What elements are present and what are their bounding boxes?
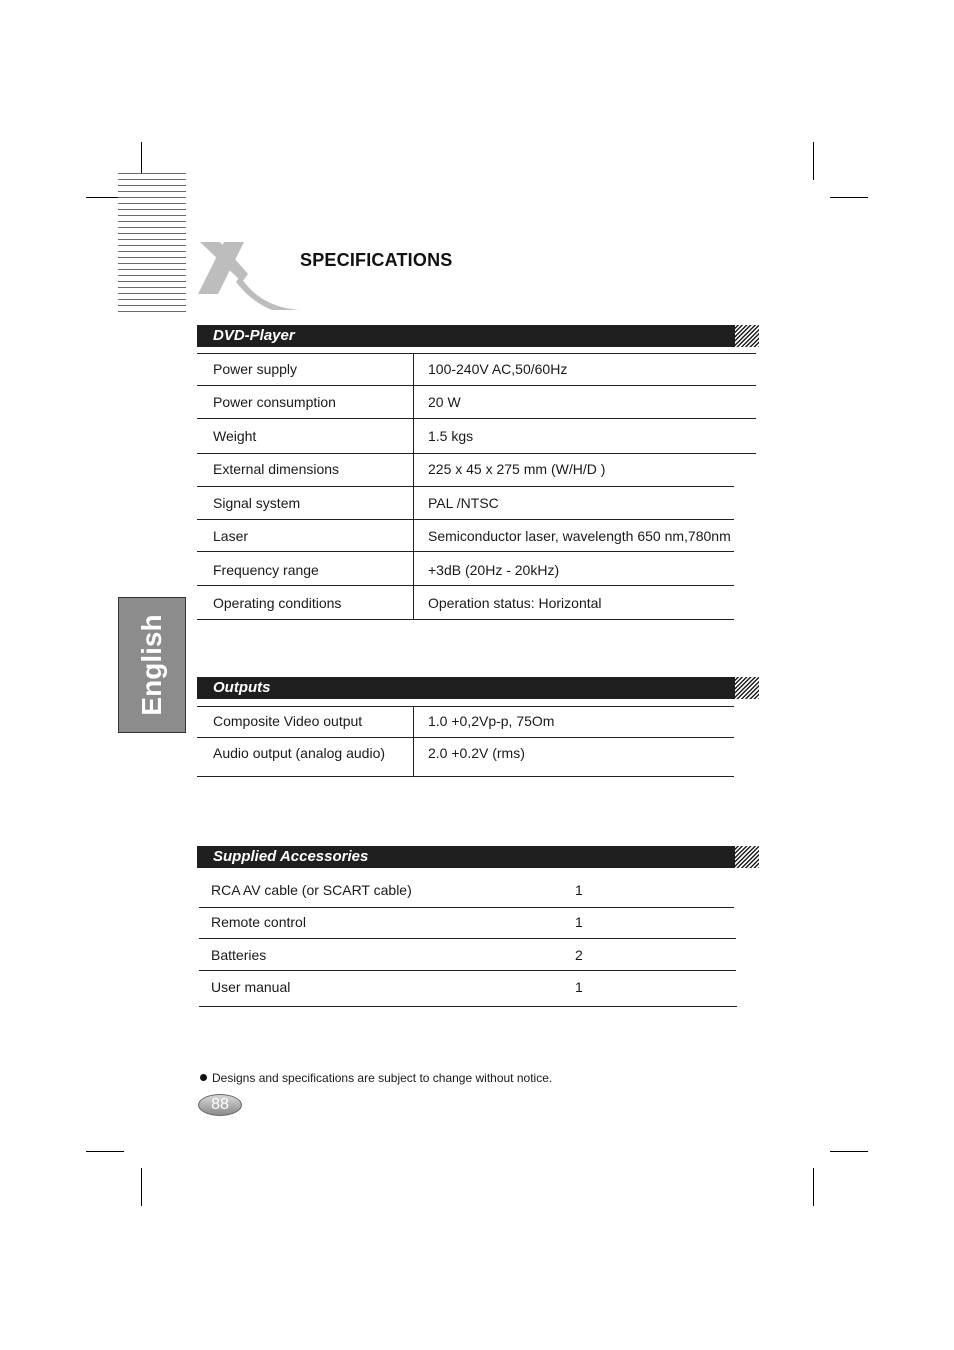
table-rule	[197, 385, 756, 386]
accessory-label: RCA AV cable (or SCART cable)	[211, 882, 412, 898]
spec-label: Weight	[213, 428, 257, 444]
spec-label: Laser	[213, 528, 249, 544]
accessory-quantity: 1	[575, 979, 583, 995]
hatch-pattern	[735, 846, 759, 868]
page-title: SPECIFICATIONS	[300, 250, 453, 270]
table-rule	[197, 519, 734, 520]
accessory-label: Remote control	[211, 914, 306, 930]
spec-value: +3dB (20Hz - 20kHz)	[428, 562, 560, 578]
spec-value: PAL /NTSC	[428, 495, 499, 511]
section-header-accessories	[197, 846, 755, 868]
section-header-outputs	[197, 677, 755, 699]
table-rule	[197, 353, 756, 354]
accessory-label: User manual	[211, 979, 291, 995]
spec-value: 20 W	[428, 394, 461, 410]
spec-label: Audio output (analog audio)	[213, 745, 386, 761]
crop-mark	[86, 1151, 124, 1152]
spec-label: External dimensions	[213, 461, 340, 477]
section-heading: Outputs	[213, 679, 271, 696]
hatch-pattern	[735, 325, 759, 347]
bullet-icon	[200, 1074, 207, 1081]
language-label: English	[136, 614, 167, 716]
spec-label: Composite Video output	[213, 713, 363, 729]
crop-mark	[813, 1168, 814, 1206]
section-header-dvd-player	[197, 325, 755, 347]
decorative-stripes	[118, 173, 186, 313]
table-divider	[413, 706, 414, 776]
spec-value: 100-240V AC,50/60Hz	[428, 361, 568, 377]
spec-label: Frequency range	[213, 562, 319, 578]
page-number: 88	[198, 1094, 242, 1116]
crop-mark	[830, 1151, 868, 1152]
table-rule	[197, 619, 734, 620]
spec-label: Operating conditions	[213, 595, 342, 611]
table-rule	[197, 737, 734, 738]
crop-mark	[830, 197, 868, 198]
table-rule	[197, 776, 734, 777]
spec-label: Power supply	[213, 361, 298, 377]
footnote-text: Designs and specifications are subject to change without notice.	[212, 1071, 553, 1085]
section-heading: DVD-Player	[213, 327, 295, 344]
table-rule	[197, 418, 756, 419]
table-rule	[199, 970, 736, 971]
language-tab	[118, 597, 186, 733]
hatch-pattern	[735, 677, 759, 699]
spec-value: Operation status: Horizontal	[428, 595, 602, 611]
crop-mark	[141, 1168, 142, 1206]
accessory-label: Batteries	[211, 947, 267, 963]
x-logo-icon	[196, 240, 302, 312]
crop-mark	[813, 142, 814, 180]
table-rule	[197, 585, 734, 586]
table-rule	[199, 907, 734, 908]
accessory-quantity: 1	[575, 914, 583, 930]
accessory-quantity: 1	[575, 882, 583, 898]
spec-value: 2.0 +0.2V (rms)	[428, 745, 525, 761]
table-rule	[197, 453, 756, 454]
table-rule	[199, 938, 736, 939]
spec-value: 225 x 45 x 275 mm (W/H/D )	[428, 461, 606, 477]
table-rule	[197, 551, 734, 552]
spec-value: 1.5 kgs	[428, 428, 474, 444]
spec-label: Signal system	[213, 495, 301, 511]
spec-value: Semiconductor laser, wavelength 650 nm,780nm	[428, 528, 731, 544]
table-rule	[197, 706, 734, 707]
table-rule	[197, 486, 734, 487]
table-rule	[199, 1006, 737, 1007]
section-heading: Supplied Accessories	[213, 848, 369, 865]
spec-label: Power consumption	[213, 394, 336, 410]
accessory-quantity: 2	[575, 947, 583, 963]
spec-value: 1.0 +0,2Vp-p, 75Om	[428, 713, 555, 729]
footnote	[200, 1071, 552, 1085]
